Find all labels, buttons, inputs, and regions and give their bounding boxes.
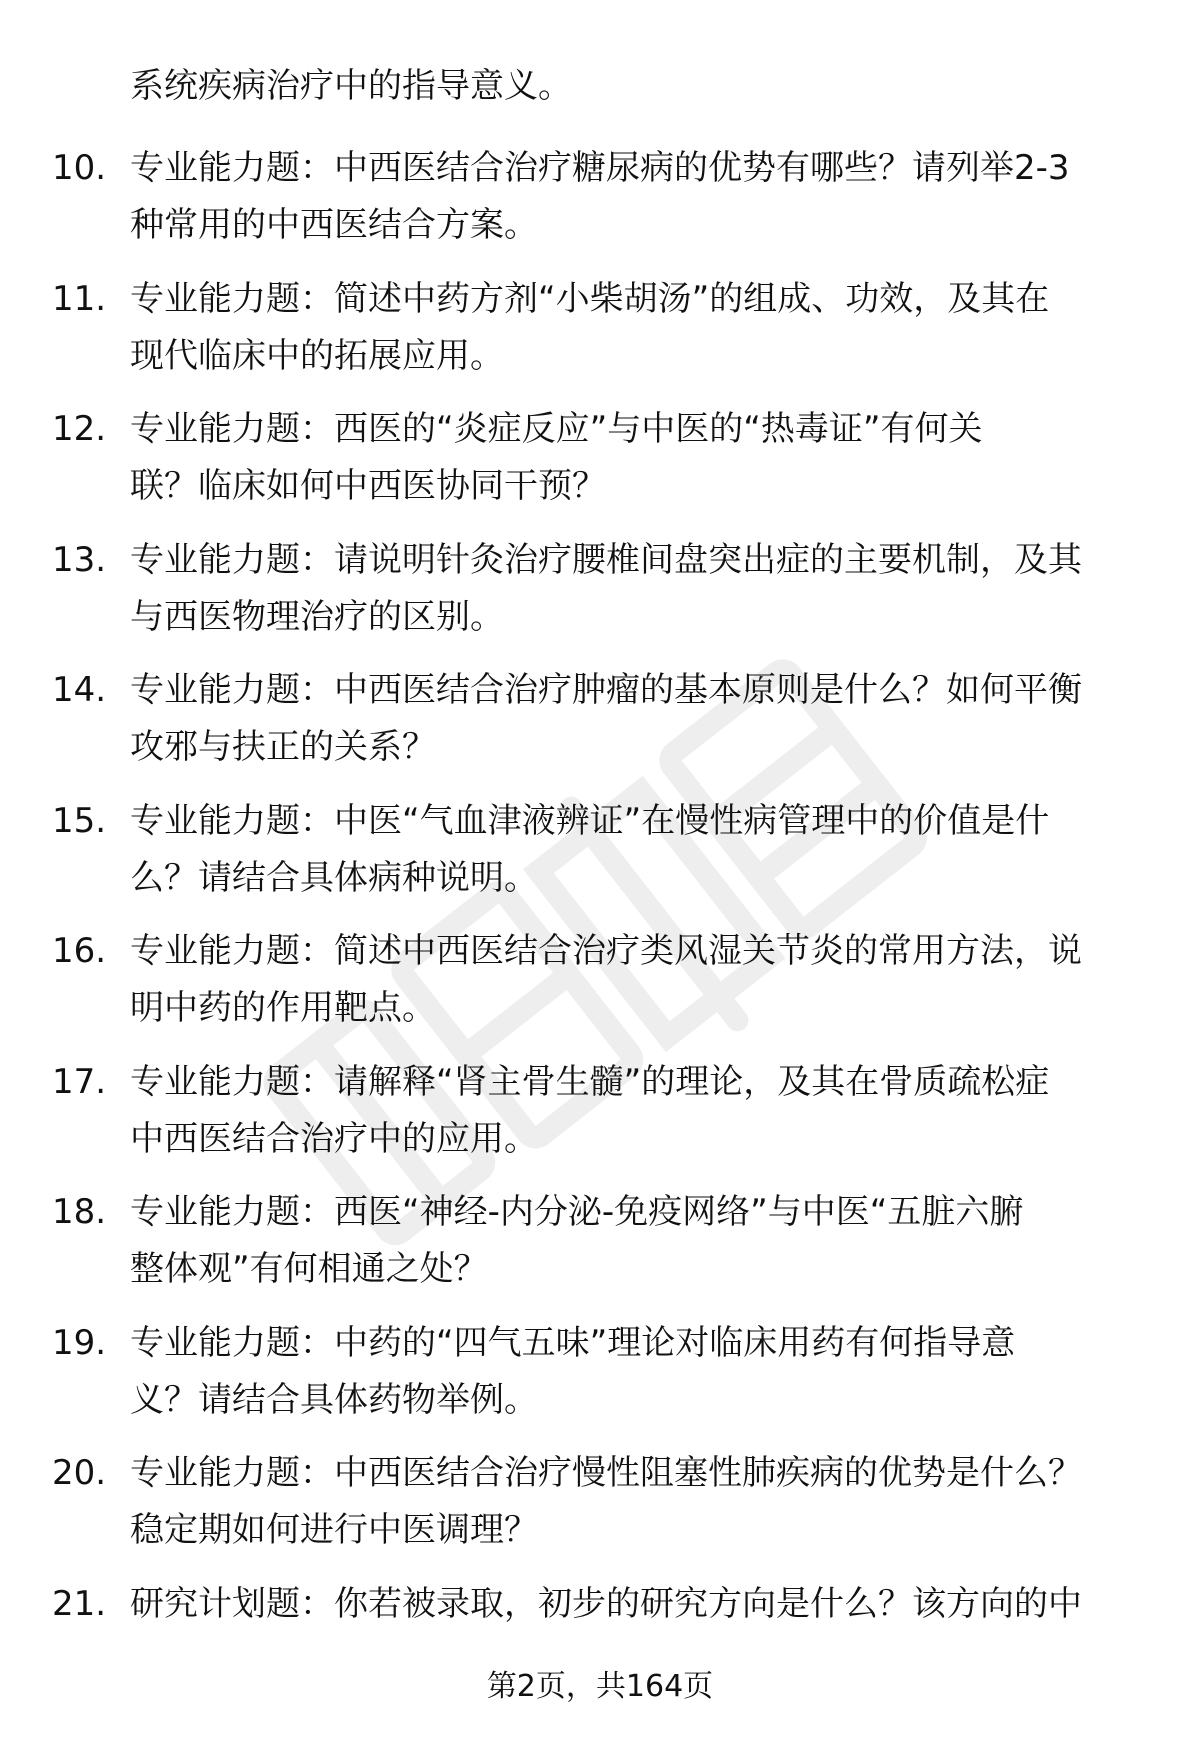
list-item (0, 271, 1200, 402)
question-text: 研究计划题：你若被录取，初步的研究方向是什么？该方向的中 (130, 1583, 1082, 1624)
list-item (0, 401, 1200, 532)
question-number: 10. (52, 148, 107, 188)
question-text: 专业能力题：西医的“炎症反应”与中医的“热毒证”有何关 联？临床如何中西医协同干预？ (130, 409, 983, 506)
question-number: 15. (52, 800, 107, 841)
continuation-text: 系统疾病治疗中的指导意义。 (130, 66, 572, 106)
question-number: 19. (52, 1322, 107, 1363)
page-footer: 第2页，共164页 (486, 1669, 714, 1704)
list-item (0, 1445, 1200, 1576)
question-list (0, 140, 1200, 1706)
question-text: 专业能力题：中西医结合治疗慢性阻塞性肺疾病的优势是什么？ 稳定期如何进行中医调理？ (130, 1453, 1082, 1550)
list-item (0, 1315, 1200, 1446)
question-text: 专业能力题：中西医结合治疗糖尿病的优势有哪些？请列举2-3 种常用的中西医结合方案。 (130, 148, 1070, 245)
question-text: 专业能力题：请解释“肾主骨生髓”的理论，及其在骨质疏松症 中西医结合治疗中的应用。 (130, 1061, 1050, 1159)
question-text: 专业能力题：西医“神经-内分泌-免疫网络”与中医“五脏六腑 整体观”有何相通之处？ (130, 1192, 1024, 1289)
question-number: 18. (52, 1192, 107, 1232)
question-number: 13. (52, 539, 107, 580)
question-text: 专业能力题：简述中药方剂“小柴胡汤”的组成、功效，及其在 现代临床中的拓展应用。 (130, 278, 1050, 376)
question-number: 14. (52, 670, 107, 710)
list-item (0, 793, 1200, 924)
question-number: 11. (52, 278, 107, 319)
list-item (0, 662, 1200, 793)
question-number: 16. (52, 931, 107, 971)
list-item (0, 140, 1200, 271)
question-text: 专业能力题：中医“气血津液辨证”在慢性病管理中的价值是什 么？请结合具体病种说明。 (130, 800, 1050, 898)
question-text: 专业能力题：中西医结合治疗肿瘤的基本原则是什么？如何平衡 攻邪与扶正的关系？ (130, 670, 1082, 767)
question-number: 21. (52, 1583, 107, 1624)
question-text: 专业能力题：中药的“四气五味”理论对临床用药有何指导意 义？请结合具体药物举例。 (130, 1322, 1016, 1420)
question-text: 专业能力题：请说明针灸治疗腰椎间盘突出症的主要机制，及其 与西医物理治疗的区别。 (130, 539, 1082, 637)
list-item (0, 923, 1200, 1054)
question-number: 17. (52, 1061, 107, 1102)
list-item (0, 1184, 1200, 1315)
question-number: 12. (52, 409, 107, 449)
list-item (0, 532, 1200, 663)
list-item (0, 1054, 1200, 1185)
question-text: 专业能力题：简述中西医结合治疗类风湿关节炎的常用方法，说 明中药的作用靶点。 (130, 931, 1082, 1028)
question-number: 20. (52, 1453, 107, 1493)
